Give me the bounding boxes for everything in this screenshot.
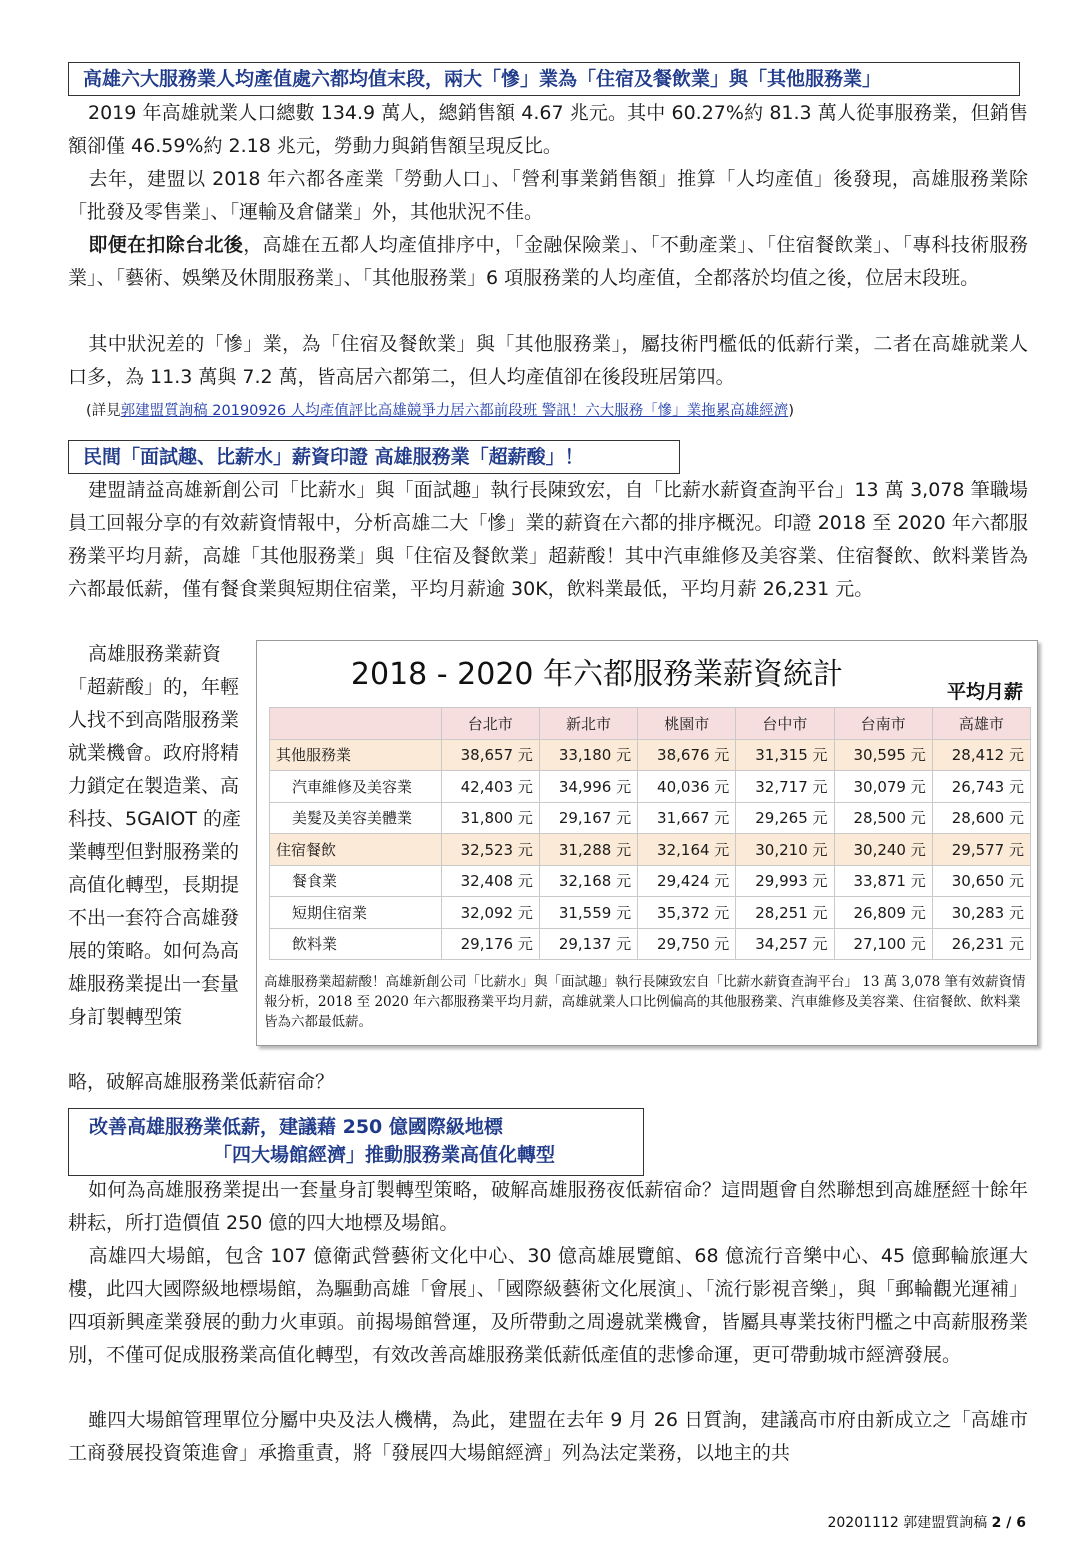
salary-cell: 29,993 元 bbox=[736, 865, 834, 897]
salary-cell: 31,288 元 bbox=[539, 834, 637, 866]
salary-cell: 30,210 元 bbox=[736, 834, 834, 866]
salary-cell: 32,092 元 bbox=[441, 897, 539, 929]
salary-cell: 26,231 元 bbox=[932, 928, 1030, 960]
reference-note: (詳見郭建盟質詢稿 20190926 人均產值評比高雄競爭力居六都前段班 警訊！六大服務「慘」業拖累高雄經濟) bbox=[86, 403, 794, 419]
salary-cell: 29,176 元 bbox=[441, 928, 539, 960]
section3-heading-line1: 改善高雄服務業低薪，建議藉 250 億國際級地標 bbox=[89, 1116, 503, 1138]
salary-cell: 26,809 元 bbox=[834, 897, 932, 929]
section3-paragraph-1: 如何為高雄服務業提出一套量身訂製轉型策略，破解高雄服務夜低薪宿命？這問題會自然聯想到高雄歷經十餘年耕耘，所打造價值 250 億的四大地標及場館。 bbox=[68, 1179, 1028, 1234]
salary-cell: 30,595 元 bbox=[834, 739, 932, 771]
section1-paragraph-3: 即便在扣除台北後，高雄在五都人均產值排序中，「金融保險業」、「不動產業」、「住宿餐飲業」、「專科技術服務業」、「藝術、娛樂及休閒服務業」、「其他服務業」6 項服務業的人均產值，全都落於均值之後，位居末段班。 bbox=[68, 234, 1028, 289]
salary-cell: 29,424 元 bbox=[638, 865, 736, 897]
column-header: 台中市 bbox=[736, 708, 834, 740]
column-header: 台南市 bbox=[834, 708, 932, 740]
section2-side-text: 高雄服務業薪資「超薪酸」的，年輕人找不到高階服務業就業機會。政府將精力鎖定在製造業、高科技、5GAIOT 的產業轉型但對服務業的高值化轉型，長期提不出一套符合高雄發展的策略。如何為高雄服務業提出一套量身訂製轉型策 bbox=[68, 643, 242, 1028]
column-header: 桃園市 bbox=[638, 708, 736, 740]
row-label: 住宿餐飲 bbox=[270, 834, 442, 866]
section1-paragraph-2: 去年，建盟以 2018 年六都各產業「勞動人口」、「營利事業銷售額」推算「人均產值」後發現，高雄服務業除「批發及零售業」、「運輸及倉儲業」外，其他狀況不佳。 bbox=[68, 168, 1028, 223]
salary-cell: 28,600 元 bbox=[932, 802, 1030, 834]
salary-cell: 34,996 元 bbox=[539, 771, 637, 803]
salary-cell: 32,717 元 bbox=[736, 771, 834, 803]
table-row bbox=[270, 897, 1031, 929]
table-row bbox=[270, 739, 1031, 771]
table-row bbox=[270, 865, 1031, 897]
salary-cell: 29,750 元 bbox=[638, 928, 736, 960]
salary-cell: 26,743 元 bbox=[932, 771, 1030, 803]
section3-heading-line2: 「四大場館經濟」推動服務業高值化轉型 bbox=[213, 1144, 556, 1166]
salary-cell: 31,559 元 bbox=[539, 897, 637, 929]
table-body bbox=[270, 739, 1031, 960]
salary-cell: 28,251 元 bbox=[736, 897, 834, 929]
footer-doc-label: 20201112 郭建盟質詢稿 bbox=[827, 1515, 988, 1531]
salary-cell: 40,036 元 bbox=[638, 771, 736, 803]
salary-cell: 29,577 元 bbox=[932, 834, 1030, 866]
salary-cell: 33,180 元 bbox=[539, 739, 637, 771]
salary-cell: 30,079 元 bbox=[834, 771, 932, 803]
page-number: 2 / 6 bbox=[991, 1515, 1026, 1531]
section2-paragraph-1: 建盟請益高雄新創公司「比薪水」與「面試趣」執行長陳致宏，自「比薪水薪資查詢平台」13 萬 3,078 筆職場員工回報分享的有效薪資情報中，分析高雄二大「慘」業的薪資在六都的排序概況。印證 2018 至 2020 年六都服務業平均月薪，高雄「其他服務業」與「住宿及餐飲業」超薪酸！其中汽車維修及美容業、住宿餐飲、飲料業皆為六都最低薪，僅有餐食業與短期住宿業，平均月薪逾 30K，飲料業最低，平均月薪 26,231 元。 bbox=[68, 479, 1028, 600]
reference-link[interactable]: 郭建盟質詢稿 20190926 人均產值評比高雄競爭力居六都前段班 警訊！六大服務「慘」業拖累高雄經濟 bbox=[120, 403, 789, 419]
table-row bbox=[270, 771, 1031, 803]
salary-cell: 32,523 元 bbox=[441, 834, 539, 866]
salary-cell: 28,500 元 bbox=[834, 802, 932, 834]
salary-cell: 38,676 元 bbox=[638, 739, 736, 771]
table-header-row bbox=[270, 708, 1031, 740]
section1-heading: 高雄六大服務業人均產值處六都均值末段，兩大「慘」業為「住宿及餐飲業」與「其他服務業」 bbox=[68, 62, 1020, 96]
page-footer bbox=[827, 1512, 1026, 1532]
section1-paragraph-4: 其中狀況差的「慘」業，為「住宿及餐飲業」與「其他服務業」，屬技術門檻低的低薪行業，二者在高雄就業人口多，為 11.3 萬與 7.2 萬，皆高居六都第二，但人均產值卻在後段班居第四。 bbox=[68, 333, 1028, 388]
salary-cell: 32,168 元 bbox=[539, 865, 637, 897]
figure-title: 2018 - 2020 年六都服務業薪資統計 bbox=[350, 657, 844, 692]
column-header: 新北市 bbox=[539, 708, 637, 740]
salary-cell: 29,265 元 bbox=[736, 802, 834, 834]
column-header: 台北市 bbox=[441, 708, 539, 740]
salary-cell: 29,137 元 bbox=[539, 928, 637, 960]
salary-table bbox=[269, 707, 1031, 960]
salary-cell: 30,283 元 bbox=[932, 897, 1030, 929]
table-row bbox=[270, 928, 1031, 960]
section3-paragraph-3: 雖四大場館管理單位分屬中央及法人機構，為此，建盟在去年 9 月 26 日質詢，建議高市府由新成立之「高雄市工商發展投資策進會」承擔重責，將「發展四大場館經濟」列為法定業務，以地主的共 bbox=[68, 1409, 1028, 1464]
salary-cell: 38,657 元 bbox=[441, 739, 539, 771]
salary-cell: 31,800 元 bbox=[441, 802, 539, 834]
salary-cell: 27,100 元 bbox=[834, 928, 932, 960]
row-label: 汽車維修及美容業 bbox=[270, 771, 442, 803]
section2-heading: 民間「面試趣、比薪水」薪資印證 高雄服務業「超薪酸」！ bbox=[68, 440, 680, 474]
table-row bbox=[270, 834, 1031, 866]
salary-cell: 35,372 元 bbox=[638, 897, 736, 929]
salary-cell: 29,167 元 bbox=[539, 802, 637, 834]
table-header-corner bbox=[270, 708, 442, 740]
salary-cell: 28,412 元 bbox=[932, 739, 1030, 771]
section1-paragraph-1: 2019 年高雄就業人口總數 134.9 萬人，總銷售額 4.67 兆元。其中 60.27%約 81.3 萬人從事服務業，但銷售額卻僅 46.59%約 2.18 兆元，勞動力與銷售額呈現反比。 bbox=[68, 102, 1028, 157]
row-label: 飲料業 bbox=[270, 928, 442, 960]
section2-side-tail: 略，破解高雄服務業低薪宿命？ bbox=[68, 1071, 335, 1093]
salary-cell: 34,257 元 bbox=[736, 928, 834, 960]
row-label: 餐食業 bbox=[270, 865, 442, 897]
figure-unit-label: 平均月薪 bbox=[946, 681, 1023, 703]
row-label: 其他服務業 bbox=[270, 739, 442, 771]
salary-cell: 32,408 元 bbox=[441, 865, 539, 897]
row-label: 短期住宿業 bbox=[270, 897, 442, 929]
salary-cell: 32,164 元 bbox=[638, 834, 736, 866]
row-label: 美髮及美容美體業 bbox=[270, 802, 442, 834]
column-header: 高雄市 bbox=[932, 708, 1030, 740]
salary-cell: 42,403 元 bbox=[441, 771, 539, 803]
salary-cell: 30,650 元 bbox=[932, 865, 1030, 897]
figure-caption: 高雄服務業超薪酸！高雄新創公司「比薪水」與「面試趣」執行長陳致宏自「比薪水薪資查詢平台」 13 萬 3,078 筆有效薪資情報分析，2018 至 2020 年六都服務業平均月薪，高雄就業人口比例偏高的其他服務業、汽車維修及美容業、住宿餐飲、飲料業皆為六都最低薪。 bbox=[264, 974, 1026, 1030]
section3-heading bbox=[68, 1108, 644, 1176]
section3-paragraph-2: 高雄四大場館，包含 107 億衛武營藝術文化中心、30 億高雄展覽館、68 億流行音樂中心、45 億郵輪旅運大樓，此四大國際級地標場館，為驅動高雄「會展」、「國際級藝術文化展演」、「流行影視音樂」，與「郵輪觀光運補」四項新興產業發展的動力火車頭。前揭場館營運，及所帶動之周邊就業機會，皆屬具專業技術門檻之中高薪服務業別，不僅可促成服務業高值化轉型，有效改善高雄服務業低薪低產值的悲慘命運，更可帶動城市經濟發展。 bbox=[68, 1245, 1028, 1366]
table-row bbox=[270, 802, 1031, 834]
salary-cell: 30,240 元 bbox=[834, 834, 932, 866]
salary-cell: 31,315 元 bbox=[736, 739, 834, 771]
salary-cell: 33,871 元 bbox=[834, 865, 932, 897]
salary-cell: 31,667 元 bbox=[638, 802, 736, 834]
